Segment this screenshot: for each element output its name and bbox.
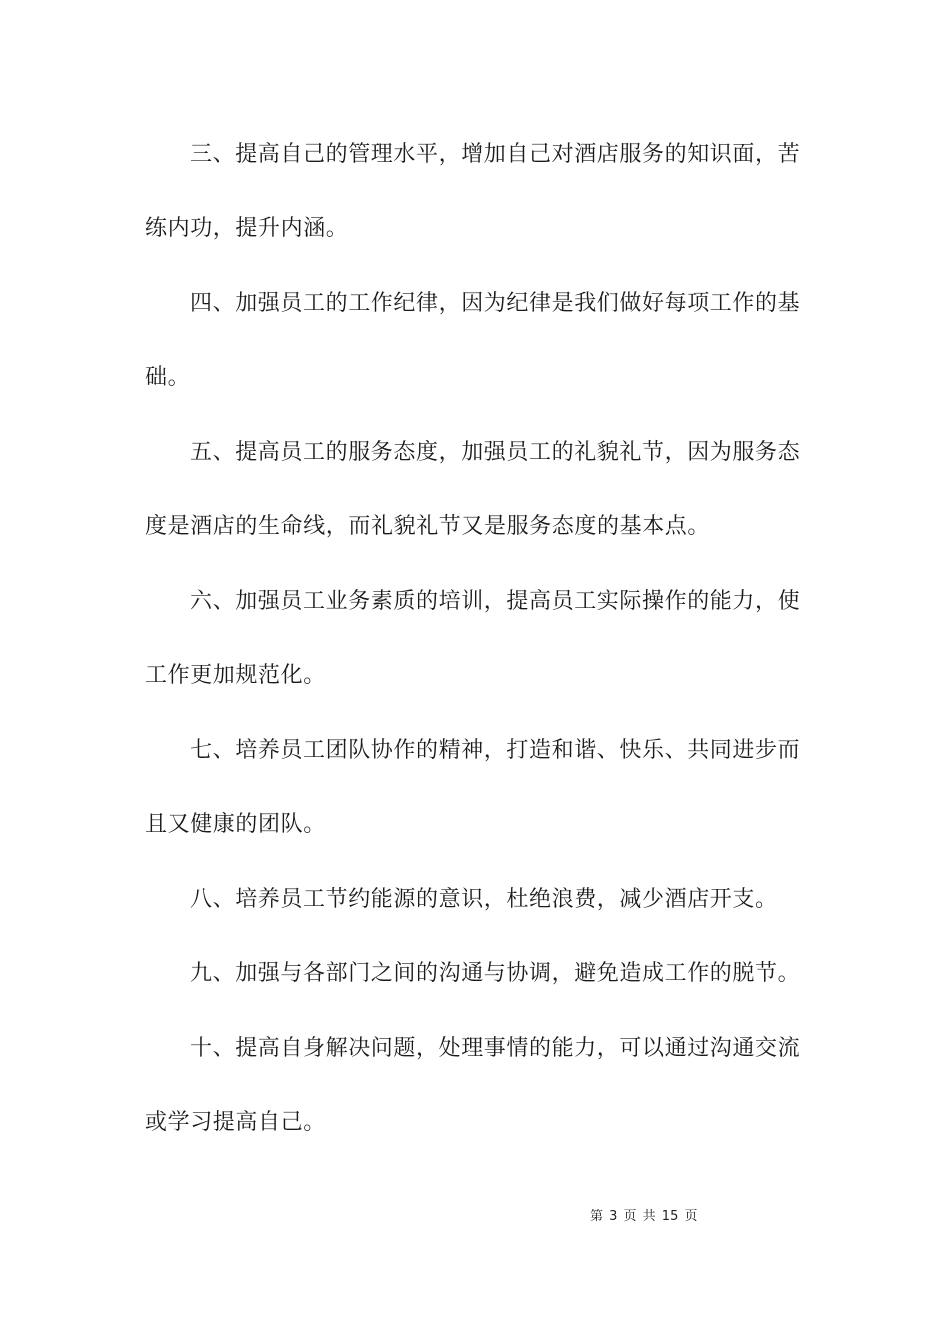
page-number-footer: 第 3 页 共 15 页 xyxy=(590,1209,698,1224)
paragraph-3-line-2: 练内功，提升内涵。 xyxy=(145,216,349,241)
paragraph-5-line-2: 度是酒店的生命线，而礼貌礼节又是服务态度的基本点。 xyxy=(145,514,711,539)
paragraph-8-line-1: 八、培养员工节约能源的意识，杜绝浪费，减少酒店开支。 xyxy=(190,887,778,912)
paragraph-6-line-2: 工作更加规范化。 xyxy=(145,663,326,688)
paragraph-4-line-2: 础。 xyxy=(145,365,191,390)
paragraph-5-line-1: 五、提高员工的服务态度，加强员工的礼貌礼节，因为服务态 xyxy=(190,440,801,465)
paragraph-9-line-1: 九、加强与各部门之间的沟通与协调，避免造成工作的脱节。 xyxy=(190,961,801,986)
paragraph-7-line-1: 七、培养员工团队协作的精神，打造和谐、快乐、共同进步而 xyxy=(190,738,801,763)
paragraph-6-line-1: 六、加强员工业务素质的培训，提高员工实际操作的能力，使 xyxy=(190,589,801,614)
paragraph-10-line-1: 十、提高自身解决问题，处理事情的能力，可以通过沟通交流 xyxy=(190,1036,801,1061)
paragraph-10-line-2: 或学习提高自己。 xyxy=(145,1110,326,1135)
paragraph-4-line-1: 四、加强员工的工作纪律，因为纪律是我们做好每项工作的基 xyxy=(190,291,801,316)
paragraph-3-line-1: 三、提高自己的管理水平，增加自己对酒店服务的知识面，苦 xyxy=(190,142,801,167)
paragraph-7-line-2: 且又健康的团队。 xyxy=(145,812,326,837)
